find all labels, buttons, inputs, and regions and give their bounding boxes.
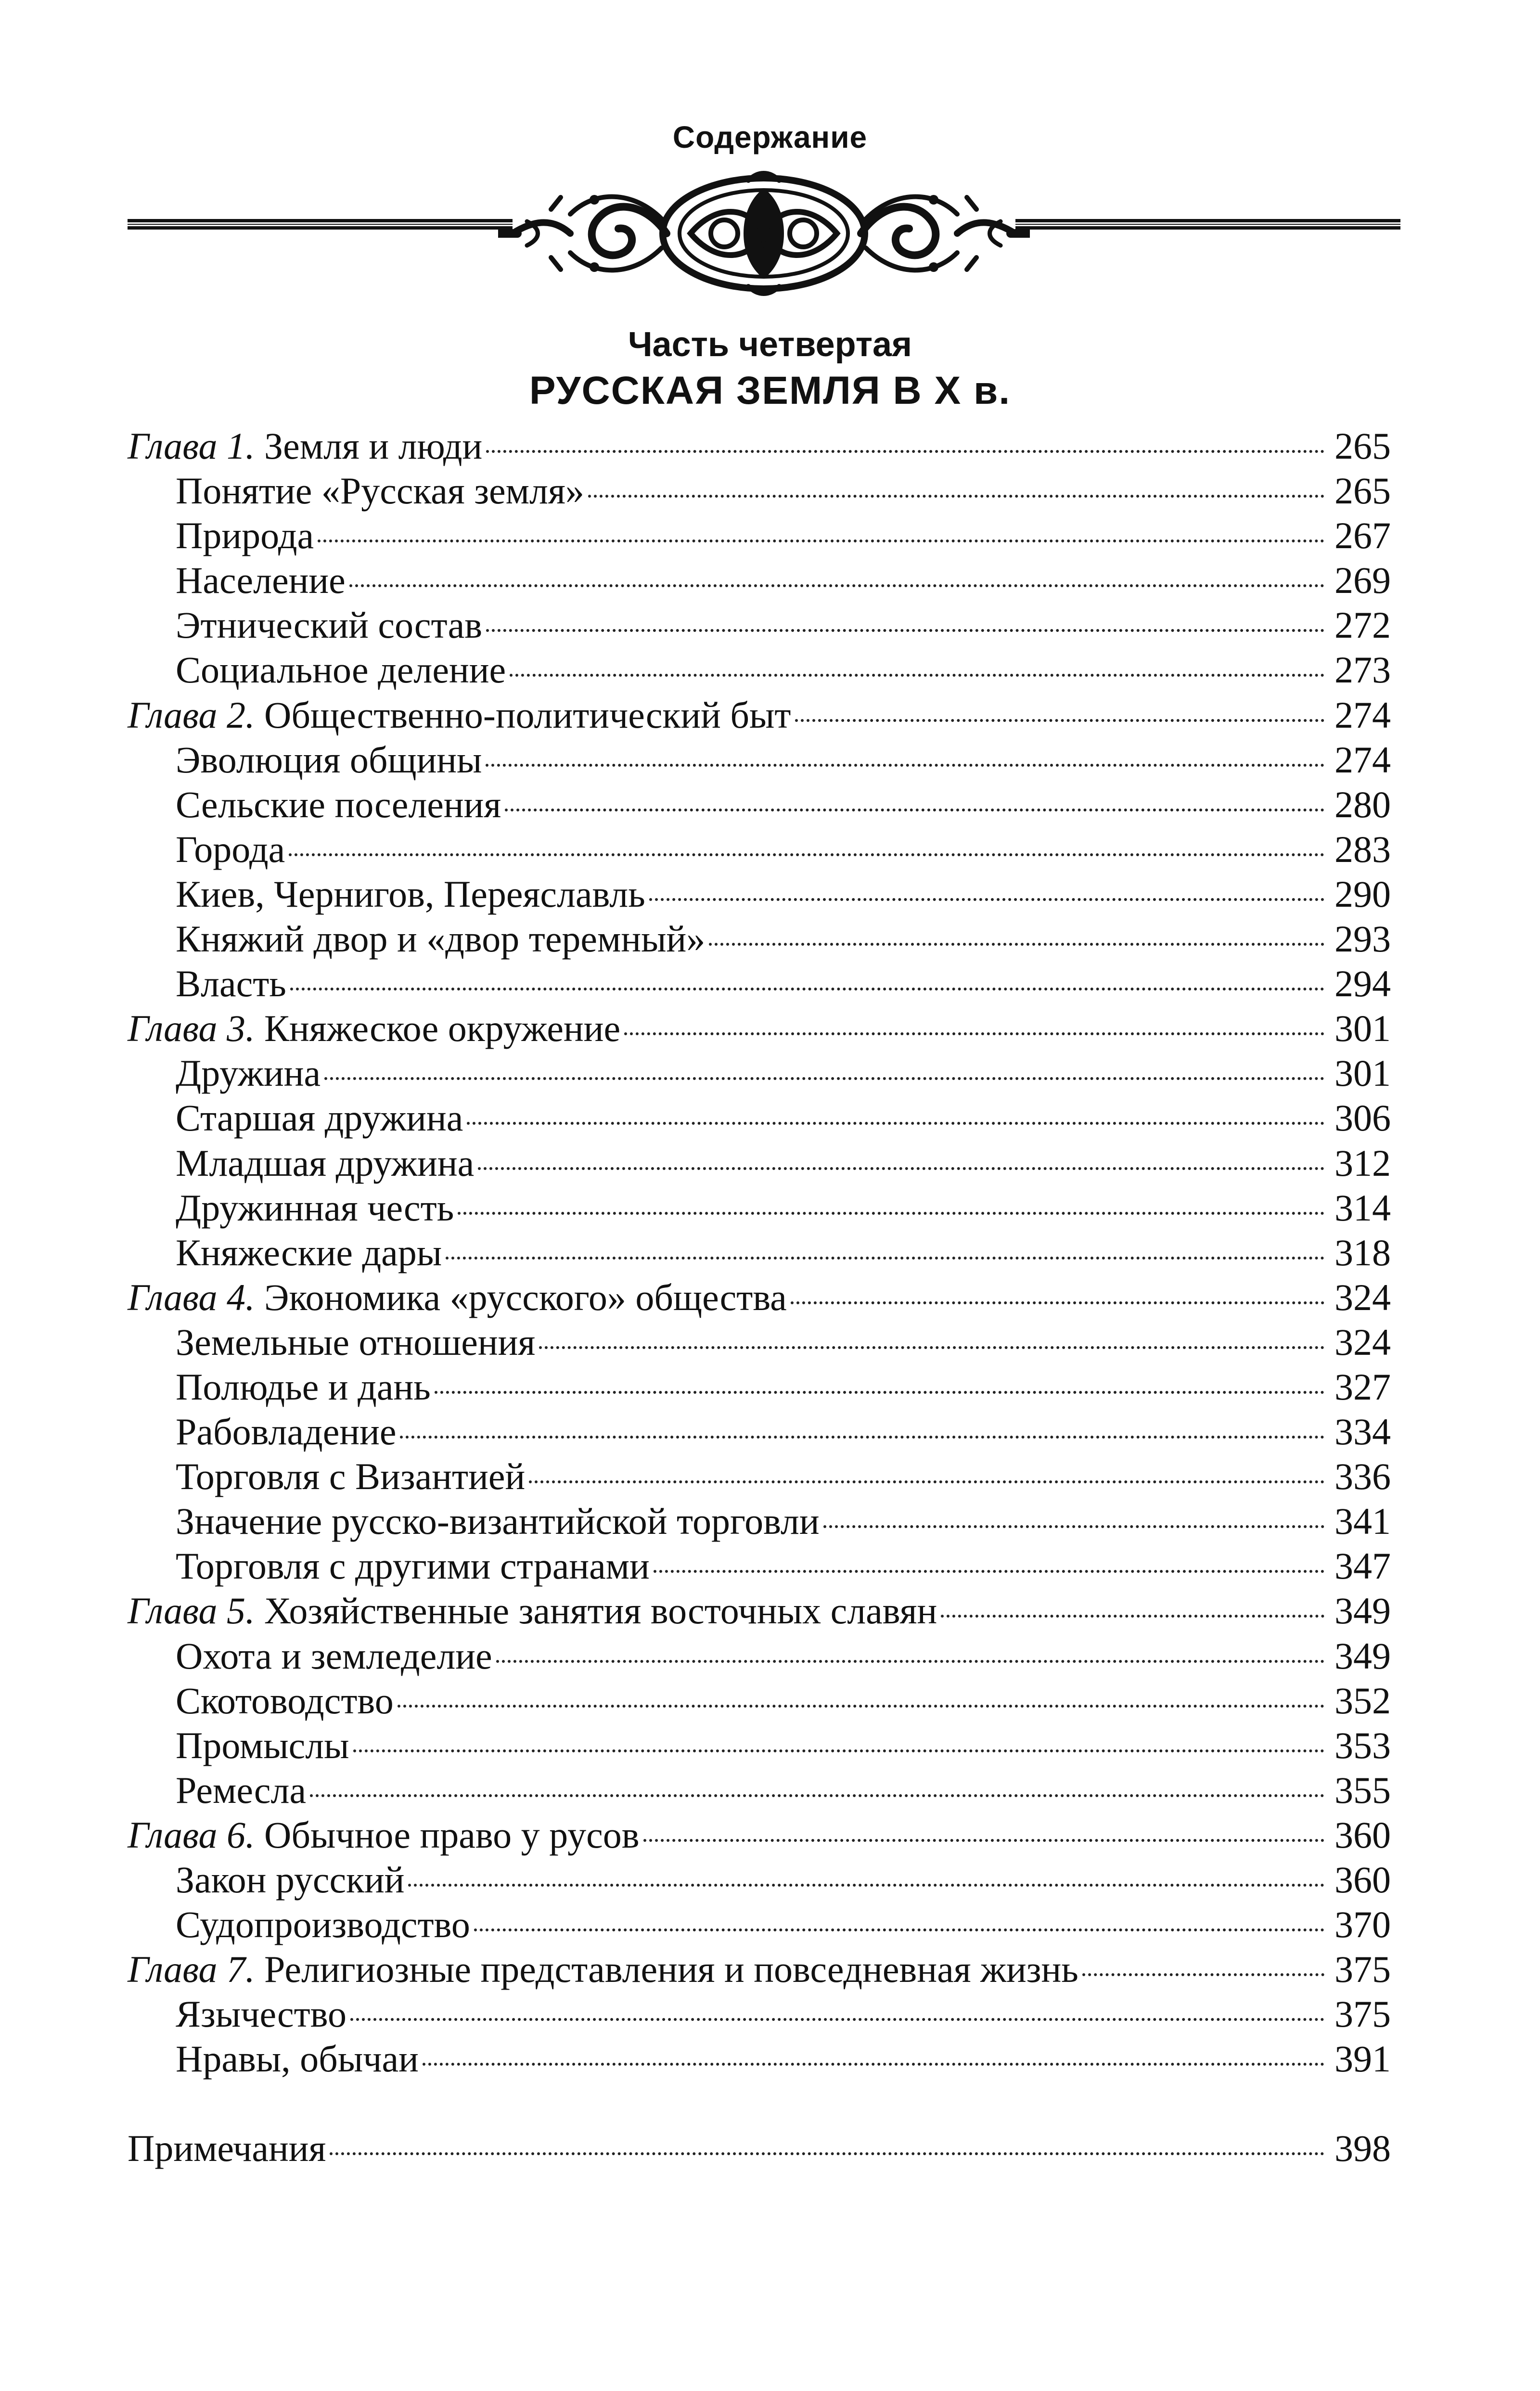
toc-entry-label [176,872,645,916]
toc-page-number: 290 [1335,873,1391,915]
dot-leader [310,1794,1324,1797]
toc-entry-label [176,1857,404,1902]
toc-page-number: 306 [1335,1097,1391,1139]
toc-entry-title: Этнический состав [176,604,483,646]
page-header-title: Содержание [672,120,868,154]
toc-entry-title: Природа [176,514,314,557]
ornament-vignette-icon [498,171,1030,296]
dot-leader [350,2018,1324,2021]
toc-entry-label [176,1902,470,1947]
toc-section-row[interactable] [128,782,1391,827]
dot-leader [709,943,1324,946]
dot-leader [458,1212,1324,1215]
dot-leader [330,2152,1324,2155]
toc-entry-title: Нравы, обычаи [176,2038,419,2080]
toc-chapter-row[interactable] [128,1947,1391,1992]
dot-leader [467,1122,1324,1125]
dot-leader [324,1077,1324,1080]
toc-notes-row[interactable] [128,2126,1391,2171]
dot-leader [474,1928,1324,1931]
toc-entry-label [176,1768,306,1813]
toc-entry-label [176,603,482,647]
toc-entry-label [176,916,705,961]
toc-entry-title: Понятие «Русская земля» [176,470,584,512]
chapter-number: Глава 5. [128,1590,255,1632]
toc-entry-title: Княжеские дары [176,1231,442,1273]
toc-entry-label [176,1499,820,1543]
toc-page-number: 334 [1335,1411,1391,1453]
toc-chapter-row[interactable] [128,1006,1391,1051]
table-of-contents [128,424,1391,2171]
toc-entry-title: Закон русский [176,1859,405,1901]
toc-page-number: 355 [1335,1769,1391,1811]
chapter-number: Глава 7. [128,1948,255,1991]
toc-page-number: 294 [1335,963,1391,1005]
toc-page-number: 265 [1335,470,1391,512]
dot-leader [400,1436,1324,1439]
toc-entry-title: Старшая дружина [176,1097,463,1139]
dot-leader [289,853,1324,856]
toc-entry-title: Язычество [176,1993,347,2035]
dot-leader [446,1257,1324,1260]
toc-section-row[interactable] [128,1678,1391,1723]
toc-page-number: 324 [1335,1276,1391,1318]
toc-chapter-row[interactable] [128,1588,1391,1633]
toc-entry-title: Ремесла [176,1769,307,1811]
toc-section-row[interactable] [128,1992,1391,2036]
dot-leader [435,1391,1324,1394]
toc-section-row[interactable] [128,737,1391,782]
dot-leader [318,540,1324,542]
toc-page-number: 280 [1335,783,1391,825]
toc-entry-title: Охота и земледелие [176,1634,492,1677]
toc-section-row[interactable] [128,1857,1391,1902]
toc-entry-label [176,1633,492,1678]
toc-entry-title: Сельские поселения [176,783,501,825]
dot-leader [290,988,1324,990]
toc-page-number: 274 [1335,738,1391,781]
toc-page-number: 360 [1335,1813,1391,1856]
toc-section-row[interactable] [128,1230,1391,1275]
toc-page-number: 314 [1335,1186,1391,1229]
toc-section-row[interactable] [128,1364,1391,1409]
toc-page-number: 283 [1335,828,1391,870]
toc-entry-label [128,1275,787,1320]
part-label: Часть четвертая [628,325,912,364]
toc-section-row[interactable] [128,2036,1391,2081]
dot-leader [408,1884,1324,1887]
toc-entry-title: Земля и люди [264,425,483,467]
toc-section-row[interactable] [128,1095,1391,1140]
dot-leader [624,1032,1324,1035]
toc-page-number: 360 [1335,1859,1391,1901]
dot-leader [486,629,1324,632]
toc-entry-label [128,693,791,737]
toc-entry-title: Обычное право у русов [264,1813,640,1856]
toc-entry-title: Значение русско-византийской торговли [176,1500,820,1543]
toc-entry-label [176,558,346,603]
toc-entry-title: Киев, Чернигов, Переяславль [176,873,645,915]
toc-entry-title: Религиозные представления и повседневная жизнь [264,1948,1078,1991]
toc-entry-label [176,1454,525,1499]
toc-page-number: 375 [1335,1948,1391,1991]
dot-leader [486,450,1324,453]
toc-page-number: 272 [1335,604,1391,646]
toc-section-row[interactable] [128,1051,1391,1095]
toc-section-row[interactable] [128,1499,1391,1543]
toc-entry-title: Примечания [128,2127,326,2170]
toc-page-number: 370 [1335,1903,1391,1946]
toc-entry-label [176,1320,535,1364]
toc-page-number: 301 [1335,1007,1391,1050]
toc-entry-label [128,1006,620,1051]
toc-page-number: 347 [1335,1545,1391,1587]
toc-page-number: 341 [1335,1500,1391,1543]
toc-entry-label [176,1409,396,1454]
toc-entry-label [176,827,285,872]
chapter-number: Глава 4. [128,1276,255,1318]
toc-section-row[interactable] [128,1633,1391,1678]
toc-section-row[interactable] [128,468,1391,513]
toc-section-row[interactable] [128,1454,1391,1499]
dot-leader [539,1346,1324,1349]
toc-page-number: 301 [1335,1052,1391,1094]
chapter-number: Глава 6. [128,1813,255,1856]
toc-entry-title: Судопроизводство [176,1903,470,1946]
toc-section-row[interactable] [128,827,1391,872]
dot-leader [795,719,1325,722]
toc-entry-title: Население [176,559,346,602]
toc-section-row[interactable] [128,872,1391,916]
toc-section-row[interactable] [128,916,1391,961]
toc-entry-title: Скотоводство [176,1679,394,1722]
toc-page-number: 375 [1335,1993,1391,2035]
dot-leader [505,809,1324,811]
toc-entry-label [128,1588,937,1633]
toc-entry-label [176,468,584,513]
toc-page-number: 318 [1335,1231,1391,1273]
toc-chapter-row[interactable] [128,693,1391,737]
toc-section-row[interactable] [128,1320,1391,1364]
toc-section-row[interactable] [128,1723,1391,1768]
toc-section-row[interactable] [128,558,1391,603]
toc-page-number: 349 [1335,1634,1391,1677]
dot-leader [486,764,1324,767]
toc-entry-title: Промыслы [176,1724,349,1766]
dot-leader [510,674,1324,677]
part-title: РУССКАЯ ЗЕМЛЯ В X в. [529,369,1011,412]
dot-leader [791,1301,1324,1304]
toc-section-row[interactable] [128,1409,1391,1454]
toc-entry-label [128,1813,640,1857]
dot-leader [1082,1973,1324,1976]
toc-entry-label [176,1185,454,1230]
dot-leader [398,1705,1324,1708]
toc-entry-label [176,647,506,692]
toc-chapter-row[interactable] [128,1275,1391,1320]
dot-leader [643,1839,1324,1842]
dot-leader [496,1660,1324,1663]
toc-entry-title: Власть [176,963,286,1005]
toc-entry-label [176,782,501,827]
toc-section-row[interactable] [128,603,1391,647]
toc-entry-label [128,1947,1078,1992]
toc-entry-title: Хозяйственные занятия восточных славян [264,1590,937,1632]
chapter-number: Глава 3. [128,1007,255,1050]
toc-page-number: 312 [1335,1142,1391,1184]
toc-section-row[interactable] [128,1768,1391,1813]
divider-rule-left [128,219,513,230]
toc-entry-title: Социальное деление [176,649,506,691]
toc-entry-title: Младшая дружина [176,1142,475,1184]
toc-entry-title: Княжеское окружение [264,1007,621,1050]
dot-leader [588,495,1324,498]
dot-leader [478,1167,1324,1170]
toc-entry-title: Рабовладение [176,1411,397,1453]
toc-entry-label [176,1543,650,1588]
toc-entry-label [176,737,482,782]
toc-entry-title: Земельные отношения [176,1321,536,1363]
toc-section-row[interactable] [128,647,1391,692]
toc-entry-label [176,1364,431,1409]
toc-page-number: 349 [1335,1590,1391,1632]
toc-entry-label [176,1095,463,1140]
toc-entry-label [176,2036,419,2081]
toc-entry-title: Торговля с другими странами [176,1545,650,1587]
toc-entry-title: Дружина [176,1052,321,1094]
toc-entry-label [176,1723,349,1768]
toc-page-number: 267 [1335,514,1391,557]
toc-page-number: 327 [1335,1365,1391,1408]
toc-section-row[interactable] [128,1543,1391,1588]
toc-entry-title: Экономика «русского» общества [264,1276,787,1318]
toc-section-row[interactable] [128,1902,1391,1947]
toc-page-number: 352 [1335,1679,1391,1722]
toc-entry-title: Дружинная честь [176,1186,454,1229]
dot-leader [353,1749,1324,1752]
toc-section-row[interactable] [128,1185,1391,1230]
toc-chapter-row[interactable] [128,1813,1391,1857]
toc-entry-label [176,1230,442,1275]
toc-entry-label [176,1992,346,2036]
dot-leader [823,1525,1324,1528]
chapter-number: Глава 2. [128,694,255,736]
chapter-number: Глава 1. [128,425,255,467]
dot-leader [529,1480,1324,1483]
toc-entry-label [128,424,482,468]
toc-section-row[interactable] [128,1141,1391,1185]
toc-entry-title: Полюдье и дань [176,1365,431,1408]
toc-page-number: 273 [1335,649,1391,691]
toc-entry-title: Эволюция общины [176,738,482,781]
dot-leader [941,1615,1324,1618]
toc-page-number: 265 [1335,425,1391,467]
header-ornament-divider [128,171,1400,301]
toc-entry-label [176,1051,321,1095]
toc-entry-label [176,961,286,1006]
toc-page-number: 324 [1335,1321,1391,1363]
toc-chapter-row[interactable] [128,424,1391,468]
toc-entry-title: Общественно-политический быт [264,694,791,736]
toc-entry-label [176,1678,394,1723]
toc-page-number: 269 [1335,559,1391,602]
toc-entry-title: Торговля с Византией [176,1455,526,1498]
toc-entry-label [128,2126,326,2171]
dot-leader [423,2063,1324,2066]
divider-rule-right [1015,219,1400,230]
toc-entry-label [176,513,314,558]
toc-page-number: 293 [1335,918,1391,960]
dot-leader [349,584,1324,587]
toc-page-number: 353 [1335,1724,1391,1766]
toc-entry-title: Города [176,828,285,870]
dot-leader [649,898,1324,901]
toc-page-number: 274 [1335,694,1391,736]
dot-leader [654,1570,1324,1573]
toc-page-number: 398 [1335,2127,1391,2170]
toc-entry-title: Княжий двор и «двор теремный» [176,918,706,960]
toc-entry-label [176,1141,474,1185]
toc-page-number: 336 [1335,1455,1391,1498]
toc-section-row[interactable] [128,513,1391,558]
toc-page-number: 391 [1335,2038,1391,2080]
toc-section-row[interactable] [128,961,1391,1006]
